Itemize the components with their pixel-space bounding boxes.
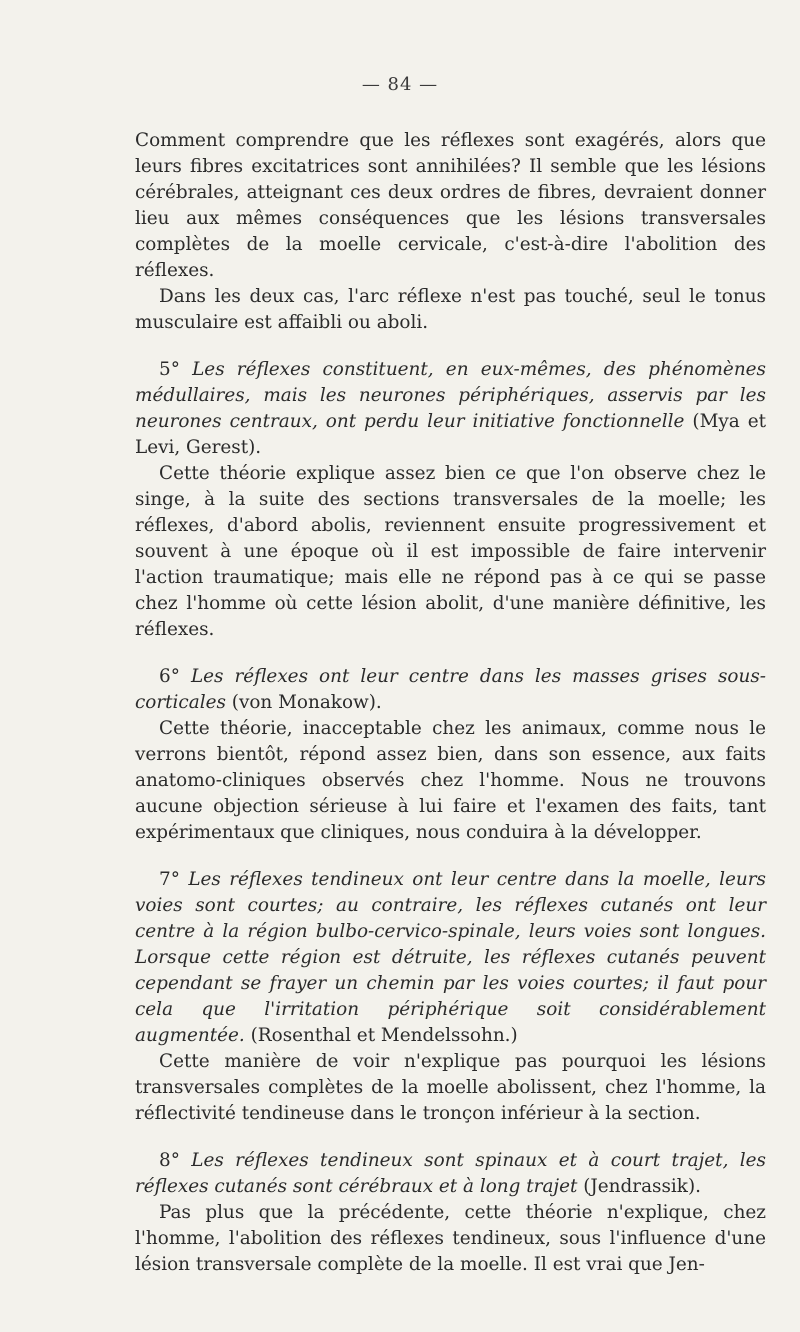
section-gap bbox=[135, 336, 766, 357]
section-8-number: 8° bbox=[159, 1150, 180, 1171]
section-5-thesis: Les réflexes constituent, en eux-mêmes, des phénomènes médullaires, mais les neurones périphériques, asservis par les neurones centraux, ont perdu leur initiative fonctionnelle bbox=[135, 359, 766, 432]
section-8-body bbox=[135, 1200, 766, 1278]
page-number: — 84 — bbox=[361, 74, 439, 95]
section-6-body-text: Cette théorie, inacceptable chez les animaux, comme nous le verrons bientôt, répond assez bien, dans son essence, aux faits anatomo-cliniques observés chez l'homme. Nous ne trouvons aucune objection sérieuse à lui faire et l'examen des faits, tant expérimentaux que cliniques, nous conduira à la développer. bbox=[135, 718, 766, 843]
section-6-body bbox=[135, 716, 766, 846]
section-8-thesis: Les réflexes tendineux sont spinaux et à court trajet, les réflexes cutanés sont cérébraux et à long trajet bbox=[135, 1150, 766, 1197]
paragraph-intro-text: Comment comprendre que les réflexes sont exagérés, alors que leurs fibres excitatrices sont annihilées? Il semble que les lésions cérébrales, atteignant ces deux ordres de fibres, devraient donner lieu aux mêmes conséquences que les lésions transversales complètes de la moelle cervicale, c'est-à-dire l'abolition des réflexes. bbox=[135, 130, 766, 281]
section-5-body-text: Cette théorie explique assez bien ce que l'on observe chez le singe, à la suite des sections transversales de la moelle; les réflexes, d'abord abolis, reviennent ensuite progressivement et souvent à une époque où il est impossible de faire intervenir l'action traumatique; mais elle ne répond pas à ce qui se passe chez l'homme où cette lésion abolit, d'une manière définitive, les réflexes. bbox=[135, 463, 766, 640]
section-8-body-text: Pas plus que la précédente, cette théorie n'explique, chez l'homme, l'abolition des réflexes tendineux, sous l'influence d'une lésion transversale complète de la moelle. Il est vrai que Jen- bbox=[135, 1202, 766, 1275]
section-8-citation: (Jendrassik). bbox=[583, 1176, 701, 1197]
section-6-heading bbox=[135, 664, 766, 716]
body-text bbox=[135, 128, 766, 1278]
section-6-thesis: Les réflexes ont leur centre dans les masses grises sous-corticales bbox=[135, 666, 766, 713]
paragraph-arc-reflexe-text: Dans les deux cas, l'arc réflexe n'est pas touché, seul le tonus musculaire est affaibli ou aboli. bbox=[135, 286, 766, 333]
section-5-number: 5° bbox=[159, 359, 180, 380]
section-5-body bbox=[135, 461, 766, 643]
section-7-body-text: Cette manière de voir n'explique pas pourquoi les lésions transversales complètes de la moelle abolissent, chez l'homme, la réflectivité tendineuse dans le tronçon inférieur à la section. bbox=[135, 1051, 766, 1124]
section-5-citation: (Mya et Levi, Gerest). bbox=[135, 411, 766, 458]
paragraph-arc-reflexe bbox=[135, 284, 766, 336]
section-7-body bbox=[135, 1049, 766, 1127]
section-6-citation: (von Monakow). bbox=[231, 692, 382, 713]
section-gap bbox=[135, 643, 766, 664]
section-5-heading bbox=[135, 357, 766, 461]
paragraph-intro bbox=[135, 128, 766, 284]
section-gap bbox=[135, 846, 766, 867]
section-gap bbox=[135, 1127, 766, 1148]
section-8-heading bbox=[135, 1148, 766, 1200]
section-7-thesis: Les réflexes tendineux ont leur centre dans la moelle, leurs voies sont courtes; au contraire, les réflexes cutanés ont leur centre à la région bulbo-cervico-spinale, leurs voies sont longues. Lorsque cette région est détruite, les réflexes cutanés peuvent cependant se frayer un chemin par les voies courtes; il faut pour cela que l'irritation périphérique soit considérablement augmentée. bbox=[135, 869, 766, 1046]
section-7-citation: (Rosenthal et Mendelssohn.) bbox=[250, 1025, 518, 1046]
section-7-number: 7° bbox=[159, 869, 180, 890]
section-6-number: 6° bbox=[159, 666, 180, 687]
section-7-heading bbox=[135, 867, 766, 1049]
